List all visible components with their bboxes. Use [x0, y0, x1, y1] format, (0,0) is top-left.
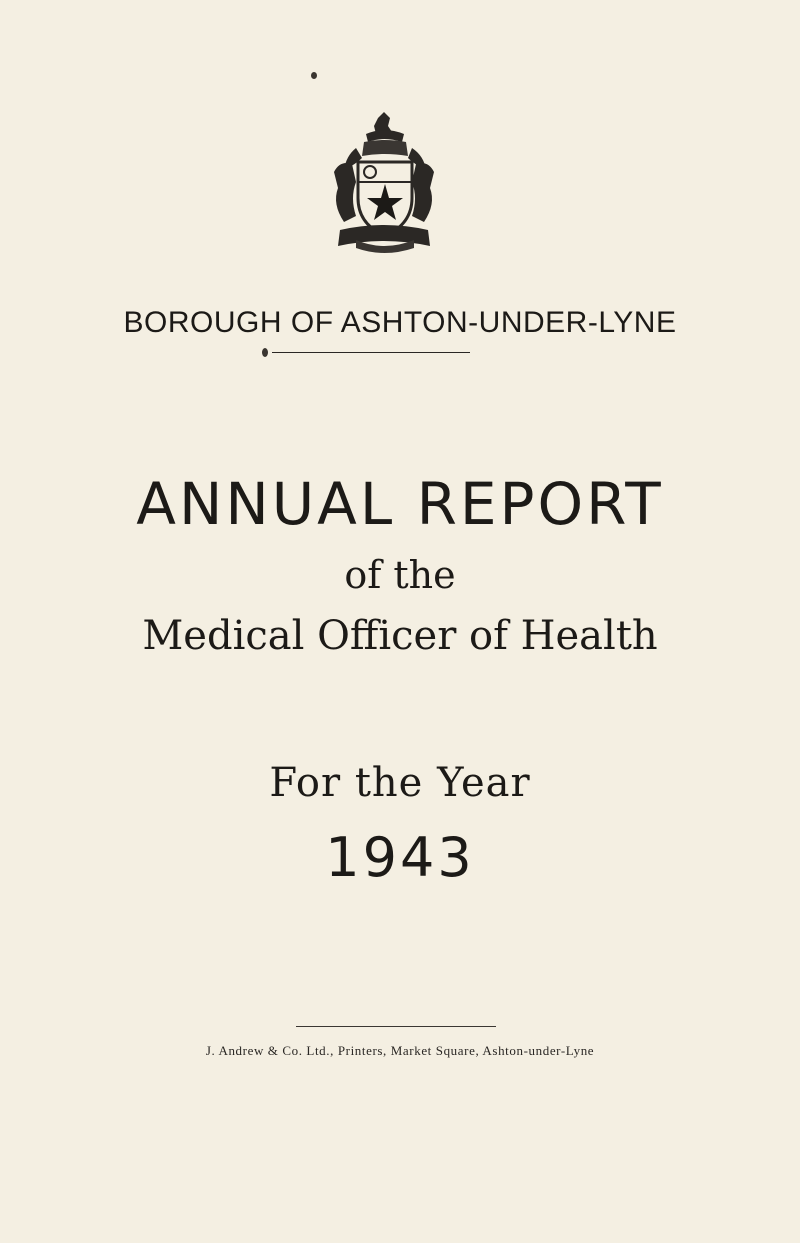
borough-heading: BOROUGH OF ASHTON-UNDER-LYNE: [123, 306, 677, 339]
year-label: For the Year: [269, 760, 531, 806]
office-title: Medical Officer of Health: [142, 613, 658, 659]
divider: [272, 352, 470, 353]
printer-imprint: J. Andrew & Co. Ltd., Printers, Market Square, Ashton-under-Lyne: [205, 1043, 595, 1058]
coat-of-arms-icon: [326, 112, 442, 260]
report-year: 1943: [325, 826, 475, 889]
divider: [296, 1026, 496, 1027]
ink-speck: [311, 72, 317, 79]
report-title: ANNUAL REPORT: [136, 470, 664, 538]
ink-speck: [262, 348, 268, 357]
title-connector: of the: [344, 553, 456, 597]
